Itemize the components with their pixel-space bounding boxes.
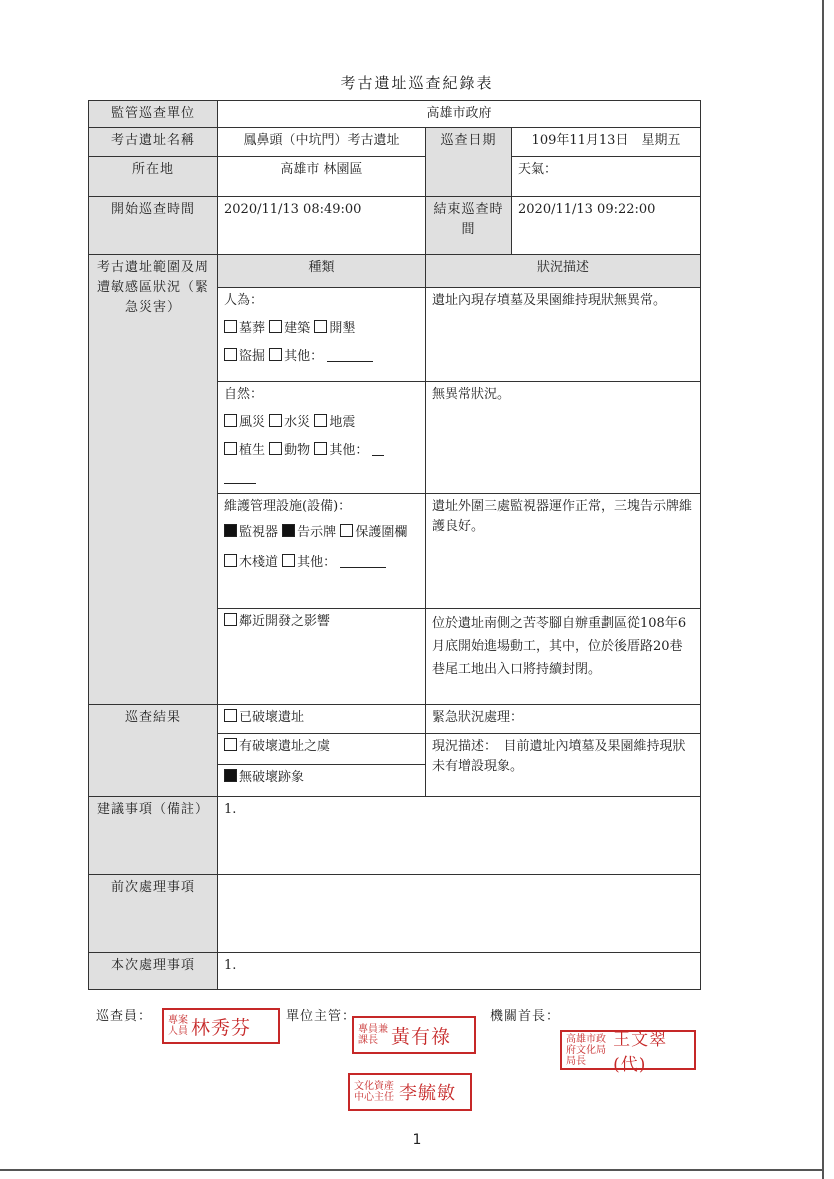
facility-type-cell <box>218 494 426 609</box>
checkbox-camera[interactable] <box>224 524 237 537</box>
nature-heading: 自然： <box>224 387 264 402</box>
nature-other-blank-2 <box>224 471 256 484</box>
current-handling-label: 本次處理事項 <box>89 953 218 990</box>
checkbox-boardwalk-label: 木棧道 <box>239 555 279 570</box>
checkbox-looting-label: 盜掘 <box>239 349 266 364</box>
result-option-destroyed-cell <box>218 705 426 734</box>
suggestion-label: 建議事項（備註） <box>89 797 218 875</box>
center-director-seal <box>348 1073 472 1111</box>
checkbox-nearby-development[interactable] <box>224 613 237 626</box>
checkbox-nearby-development-label: 鄰近開發之影響 <box>239 614 331 629</box>
status-section-label: 考古遺址範圍及周遭敏感區狀況（緊急災害） <box>89 255 218 705</box>
checkbox-no-damage[interactable] <box>224 769 237 782</box>
location-label: 所在地 <box>89 157 218 197</box>
checkbox-building[interactable] <box>269 320 282 333</box>
checkbox-building-label: 建築 <box>284 321 311 336</box>
checkbox-vegetation[interactable] <box>224 442 237 455</box>
checkbox-human-other[interactable] <box>269 348 282 361</box>
type-column-header: 種類 <box>218 255 426 288</box>
location-value: 高雄市 林園區 <box>218 157 426 197</box>
facility-heading: 維護管理設施(設備)： <box>224 499 352 514</box>
page-border-bottom <box>0 1169 824 1171</box>
nearby-description: 位於遺址南側之苦苓腳自辦重劃區從108年6月底開始進場動工，其中，位於後厝路20巷巷尾工地出入口將持續封閉。 <box>426 609 701 705</box>
checkbox-at-risk-label: 有破壞遺址之虞 <box>239 739 331 754</box>
current-situation: 現況描述： 目前遺址內墳墓及果園維持現狀未有增設現象。 <box>426 734 701 797</box>
end-time-value: 2020/11/13 09:22:00 <box>512 197 701 255</box>
page-number: 1 <box>412 1132 422 1148</box>
checkbox-earthquake[interactable] <box>314 414 327 427</box>
head-seal-name: 王文翠(代) <box>613 1030 668 1075</box>
facility-other-blank <box>340 555 386 568</box>
suggestion-value: 1. <box>218 797 701 875</box>
inspection-form-table <box>88 100 701 990</box>
result-label: 巡查結果 <box>89 705 218 797</box>
inspector-seal-name: 林秀芬 <box>191 1016 252 1039</box>
current-handling-value: 1. <box>218 953 701 990</box>
nearby-type-cell <box>218 609 426 705</box>
supervisor-seal-title: 專員兼課長 <box>358 1024 388 1046</box>
weather-label: 天氣： <box>512 157 701 197</box>
date-value: 109年11月13日 星期五 <box>512 128 701 157</box>
center-seal-name: 李毓敏 <box>399 1083 456 1104</box>
checkbox-looting[interactable] <box>224 348 237 361</box>
end-time-label: 結束巡查時間 <box>426 197 512 255</box>
human-description: 遺址內現存墳墓及果園維持現狀無異常。 <box>426 288 701 382</box>
checkbox-fence-label: 保護圍欄 <box>355 525 408 540</box>
inspector-label: 巡查員： <box>96 1009 153 1024</box>
human-type-cell <box>218 288 426 382</box>
checkbox-human-other-label: 其他： <box>284 349 324 364</box>
facility-description: 遺址外圍三處監視器運作正常，三塊告示牌維護良好。 <box>426 494 701 609</box>
supervisor-label: 單位主管： <box>286 1009 357 1024</box>
description-column-header: 狀況描述 <box>426 255 701 288</box>
inspector-seal <box>162 1008 280 1044</box>
head-seal <box>560 1030 696 1075</box>
supervisor-seal-name: 黃有祿 <box>391 1025 452 1048</box>
start-time-label: 開始巡查時間 <box>89 197 218 255</box>
checkbox-signboard-label: 告示牌 <box>297 525 337 540</box>
checkbox-wind-label: 風災 <box>239 415 266 430</box>
result-option-no-damage-cell <box>218 765 426 797</box>
checkbox-cultivation-label: 開墾 <box>329 321 356 336</box>
previous-handling-value <box>218 875 701 953</box>
checkbox-nature-other[interactable] <box>314 442 327 455</box>
previous-handling-label: 前次處理事項 <box>89 875 218 953</box>
checkbox-burial-label: 墓葬 <box>239 321 266 336</box>
checkbox-earthquake-label: 地震 <box>329 415 356 430</box>
checkbox-at-risk[interactable] <box>224 738 237 751</box>
checkbox-fence[interactable] <box>340 524 353 537</box>
human-heading: 人為： <box>224 293 264 308</box>
inspector-seal-title: 專案人員 <box>168 1015 188 1037</box>
checkbox-destroyed-label: 已破壞遺址 <box>239 710 305 725</box>
checkbox-vegetation-label: 植生 <box>239 443 266 458</box>
checkbox-destroyed[interactable] <box>224 709 237 722</box>
checkbox-burial[interactable] <box>224 320 237 333</box>
checkbox-signboard[interactable] <box>282 524 295 537</box>
center-seal-title: 文化資產中心主任 <box>354 1081 394 1103</box>
document-title: 考古遺址巡查紀錄表 <box>340 74 494 92</box>
emergency-handling: 緊急狀況處理： <box>426 705 701 734</box>
checkbox-facility-other[interactable] <box>282 554 295 567</box>
result-option-risk-cell <box>218 734 426 765</box>
nature-other-blank <box>372 443 384 456</box>
checkbox-camera-label: 監視器 <box>239 525 279 540</box>
checkbox-wind[interactable] <box>224 414 237 427</box>
date-label: 巡查日期 <box>426 128 512 197</box>
checkbox-boardwalk[interactable] <box>224 554 237 567</box>
nature-type-cell <box>218 382 426 494</box>
unit-label: 監管巡查單位 <box>89 101 218 128</box>
start-time-value: 2020/11/13 08:49:00 <box>218 197 426 255</box>
head-label: 機關首長： <box>490 1009 561 1024</box>
supervisor-seal <box>352 1016 476 1054</box>
nature-description: 無異常狀況。 <box>426 382 701 494</box>
site-label: 考古遺址名稱 <box>89 128 218 157</box>
human-other-blank <box>327 349 373 362</box>
page-border-right <box>822 0 824 1179</box>
checkbox-animal[interactable] <box>269 442 282 455</box>
checkbox-flood-label: 水災 <box>284 415 311 430</box>
checkbox-no-damage-label: 無破壞跡象 <box>239 770 305 785</box>
head-seal-title: 高雄市政府文化局局長 <box>566 1033 606 1067</box>
checkbox-nature-other-label: 其他： <box>329 443 369 458</box>
checkbox-flood[interactable] <box>269 414 282 427</box>
checkbox-facility-other-label: 其他： <box>297 555 337 570</box>
checkbox-cultivation[interactable] <box>314 320 327 333</box>
unit-value: 高雄市政府 <box>218 101 701 128</box>
checkbox-animal-label: 動物 <box>284 443 311 458</box>
site-value: 鳳鼻頭（中坑門）考古遺址 <box>218 128 426 157</box>
